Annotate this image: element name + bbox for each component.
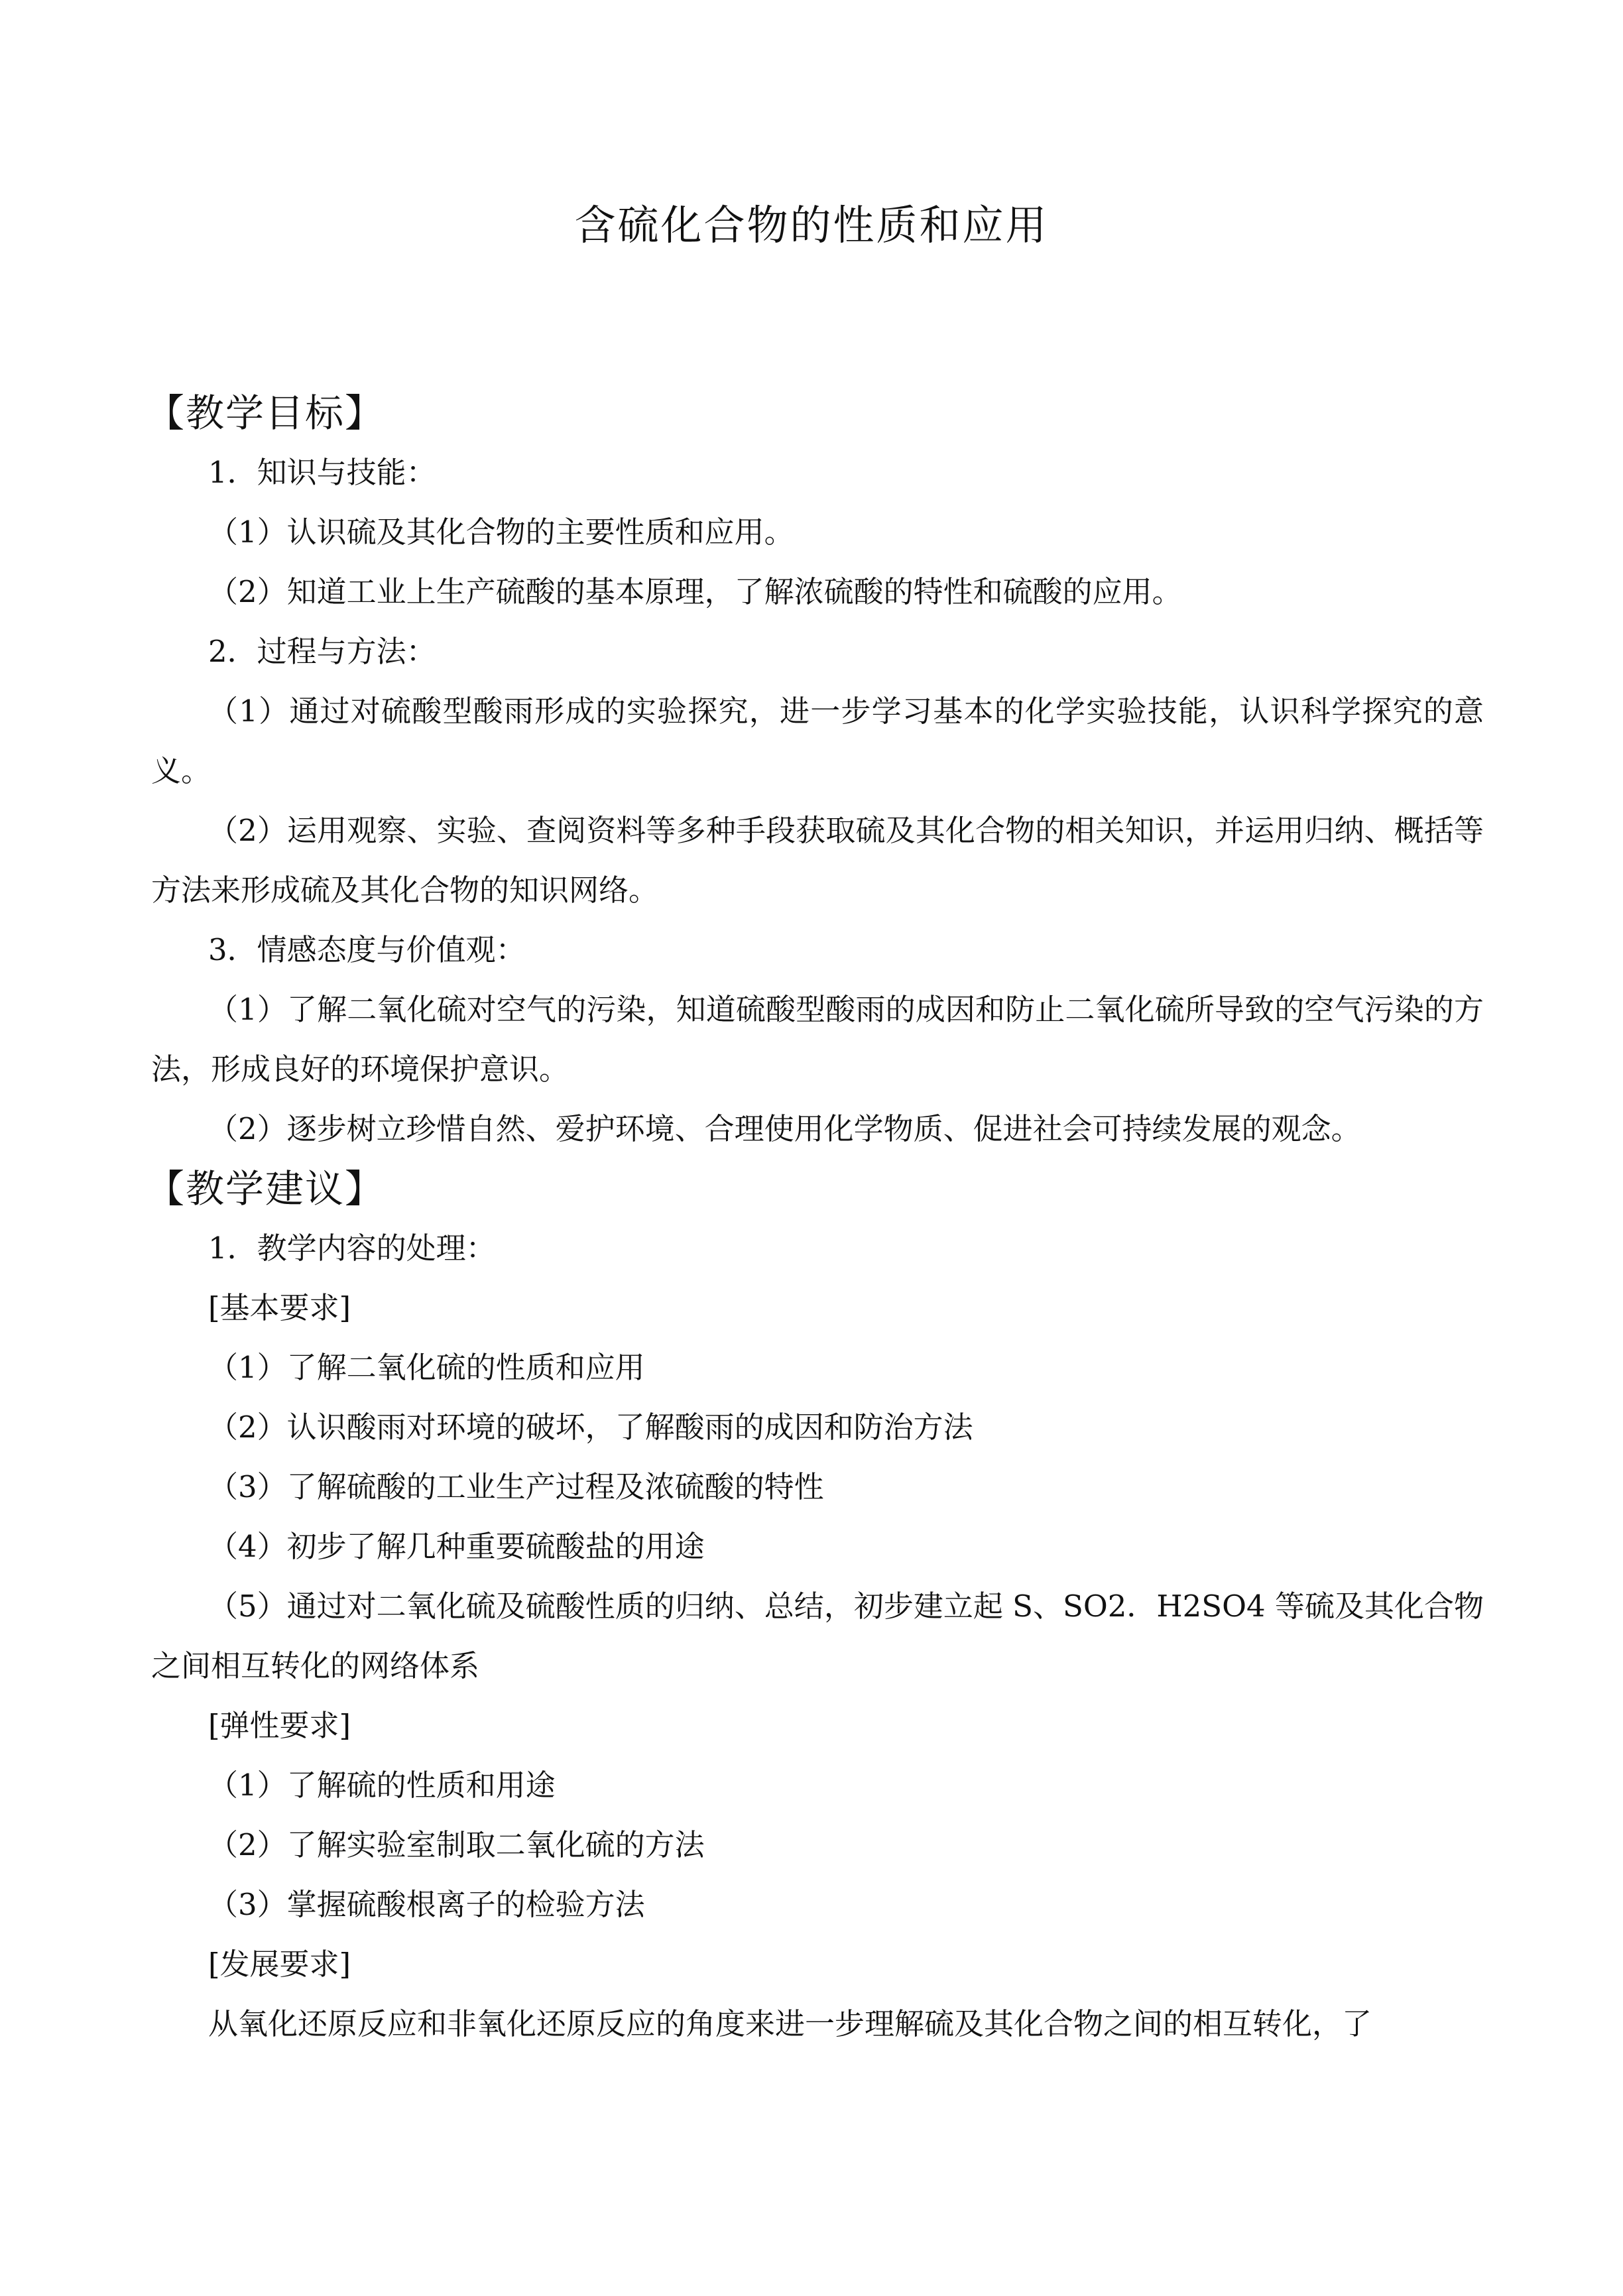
section-heading-teaching-goals: 【教学目标】 [146,391,385,436]
requirement-item: （2）了解实验室制取二氧化硫的方法 [208,1827,705,1862]
suggestion-content-handling: 1．教学内容的处理： [208,1231,496,1266]
goal-item: （1）了解二氧化硫对空气的污染，知道硫酸型酸雨的成因和防止二氧化硫所导致的空气污染的方法，形成良好的环境保护意识。 [151,992,1484,1087]
elastic-requirements-label: [弹性要求] [208,1708,351,1743]
requirement-item: （2）认识酸雨对环境的破坏，了解酸雨的成因和防治方法 [208,1410,973,1445]
goal-item: （1）认识硫及其化合物的主要性质和应用。 [208,514,794,550]
goal-item: （2）运用观察、实验、查阅资料等多种手段获取硫及其化合物的相关知识，并运用归纳、概括等方法来形成硫及其化合物的知识网络。 [151,813,1484,908]
requirement-item: （1）了解二氧化硫的性质和应用 [208,1350,645,1385]
requirement-item: （3）掌握硫酸根离子的检验方法 [208,1887,645,1922]
goal-attitudes-values: 3．情感态度与价值观： [208,932,526,967]
basic-requirements-label: [基本要求] [208,1290,351,1325]
requirement-item: （4）初步了解几种重要硫酸盐的用途 [208,1529,705,1564]
section-heading-teaching-suggestions: 【教学建议】 [146,1166,385,1211]
goal-item: （1）通过对硫酸型酸雨形成的实验探究，进一步学习基本的化学实验技能，认识科学探究的意义。 [151,694,1484,788]
goal-item: （2）逐步树立珍惜自然、爱护环境、合理使用化学物质、促进社会可持续发展的观念。 [208,1111,1361,1146]
development-requirements-label: [发展要求] [208,1947,351,1982]
requirement-item: （5）通过对二氧化硫及硫酸性质的归纳、总结，初步建立起 S、SO2．H2SO4 等硫及其化合物之间相互转化的网络体系 [151,1589,1484,1683]
page-title: 含硫化合物的性质和应用 [574,201,1049,249]
development-requirement-text: 从氧化还原反应和非氧化还原反应的角度来进一步理解硫及其化合物之间的相互转化，了 [208,2006,1372,2041]
goal-knowledge-skills: 1．知识与技能： [208,455,436,490]
requirement-item: （1）了解硫的性质和用途 [208,1768,556,1803]
document-body [146,383,1484,2054]
requirement-item: （3）了解硫酸的工业生产过程及浓硫酸的特性 [208,1469,824,1504]
goal-item: （2）知道工业上生产硫酸的基本原理，了解浓硫酸的特性和硫酸的应用。 [208,574,1182,609]
goal-process-methods: 2．过程与方法： [208,634,436,669]
